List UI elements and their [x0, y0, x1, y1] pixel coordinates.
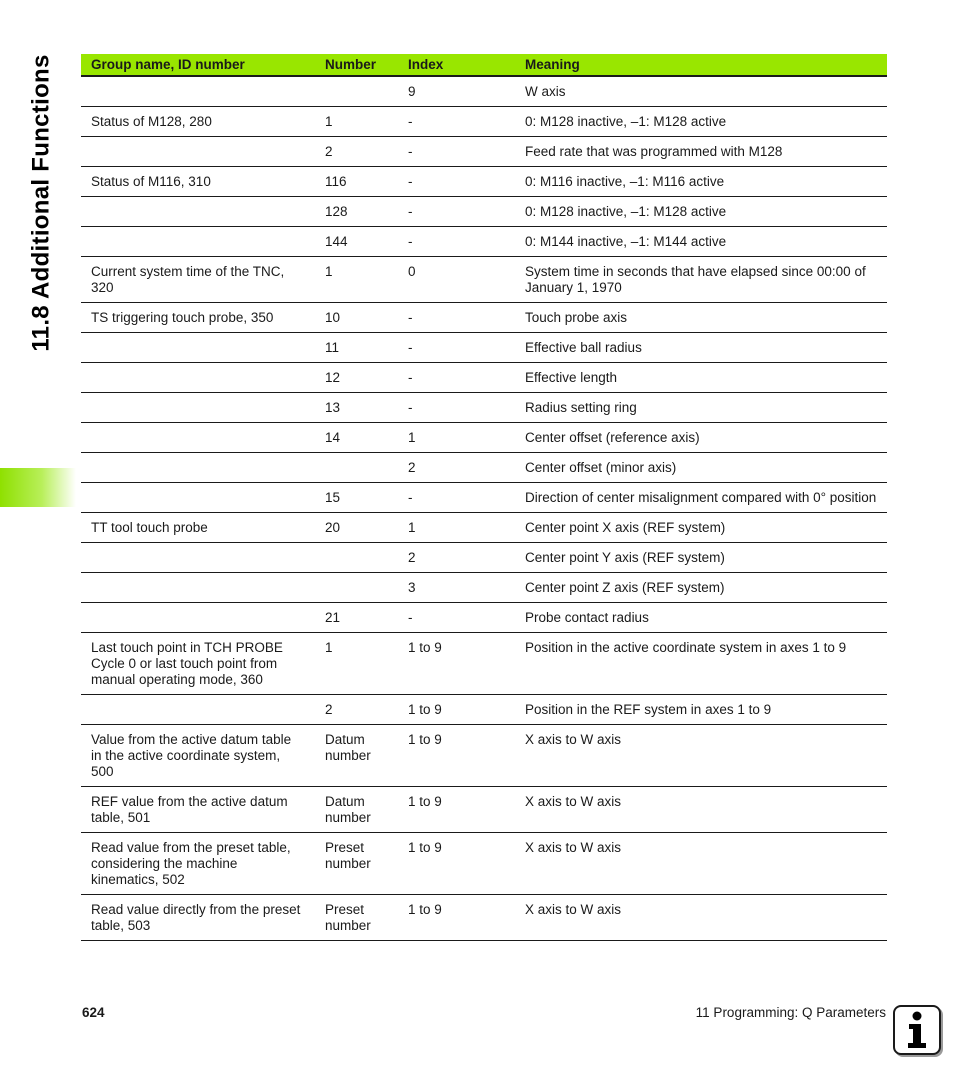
table-row [81, 197, 887, 227]
cell-index: 0 [398, 257, 515, 303]
cell-meaning: Feed rate that was programmed with M128 [515, 137, 887, 167]
cell-meaning: Effective length [515, 363, 887, 393]
cell-group-name [81, 393, 315, 423]
cell-number [315, 453, 398, 483]
cell-number [315, 543, 398, 573]
cell-index: 1 to 9 [398, 787, 515, 833]
cell-index: - [398, 363, 515, 393]
cell-index: 1 [398, 423, 515, 453]
table-row [81, 603, 887, 633]
cell-group-name [81, 573, 315, 603]
cell-group-name [81, 333, 315, 363]
cell-index: - [398, 393, 515, 423]
cell-meaning: Probe contact radius [515, 603, 887, 633]
table-row [81, 483, 887, 513]
cell-number: Preset number [315, 895, 398, 941]
cell-group-name: Read value directly from the preset table, 503 [81, 895, 315, 941]
cell-group-name: Last touch point in TCH PROBE Cycle 0 or last touch point from manual operating mode, 360 [81, 633, 315, 695]
cell-number: 14 [315, 423, 398, 453]
cell-number: 11 [315, 333, 398, 363]
table-row [81, 725, 887, 787]
cell-number [315, 76, 398, 107]
table-row [81, 257, 887, 303]
cell-index: - [398, 483, 515, 513]
table-row [81, 76, 887, 107]
header-meaning: Meaning [515, 54, 887, 76]
cell-index: 1 to 9 [398, 633, 515, 695]
header-index: Index [398, 54, 515, 76]
cell-group-name [81, 603, 315, 633]
cell-meaning: Center offset (minor axis) [515, 453, 887, 483]
table-row [81, 107, 887, 137]
cell-meaning: W axis [515, 76, 887, 107]
footer-chapter-title: 11 Programming: Q Parameters [695, 1005, 886, 1020]
cell-index: - [398, 603, 515, 633]
cell-group-name: TT tool touch probe [81, 513, 315, 543]
cell-number: 20 [315, 513, 398, 543]
table-row [81, 393, 887, 423]
cell-number: 2 [315, 137, 398, 167]
cell-meaning: 0: M128 inactive, –1: M128 active [515, 107, 887, 137]
cell-index: 2 [398, 543, 515, 573]
cell-number: Datum number [315, 725, 398, 787]
cell-group-name [81, 695, 315, 725]
header-number: Number [315, 54, 398, 76]
cell-group-name [81, 197, 315, 227]
cell-number: Preset number [315, 833, 398, 895]
cell-group-name: Status of M116, 310 [81, 167, 315, 197]
cell-number: 2 [315, 695, 398, 725]
table-row [81, 633, 887, 695]
cell-meaning: System time in seconds that have elapsed since 00:00 of January 1, 1970 [515, 257, 887, 303]
cell-number: 1 [315, 633, 398, 695]
cell-index: - [398, 333, 515, 363]
cell-group-name: Current system time of the TNC, 320 [81, 257, 315, 303]
table-row [81, 895, 887, 941]
cell-number: 1 [315, 257, 398, 303]
cell-index: - [398, 227, 515, 257]
cell-meaning: X axis to W axis [515, 725, 887, 787]
table-row [81, 695, 887, 725]
header-group-name: Group name, ID number [81, 54, 315, 76]
cell-index: 1 to 9 [398, 833, 515, 895]
cell-meaning: Center point X axis (REF system) [515, 513, 887, 543]
cell-index: 1 to 9 [398, 895, 515, 941]
cell-meaning: Effective ball radius [515, 333, 887, 363]
table-row [81, 137, 887, 167]
cell-group-name: Value from the active datum table in the active coordinate system, 500 [81, 725, 315, 787]
cell-group-name [81, 363, 315, 393]
table-row [81, 833, 887, 895]
cell-index: 1 to 9 [398, 695, 515, 725]
cell-number [315, 573, 398, 603]
cell-group-name [81, 423, 315, 453]
table-row [81, 227, 887, 257]
cell-index: - [398, 303, 515, 333]
cell-number: 13 [315, 393, 398, 423]
table-row [81, 167, 887, 197]
cell-group-name: REF value from the active datum table, 501 [81, 787, 315, 833]
cell-index: 3 [398, 573, 515, 603]
cell-number: Datum number [315, 787, 398, 833]
cell-group-name: Read value from the preset table, considering the machine kinematics, 502 [81, 833, 315, 895]
cell-group-name [81, 76, 315, 107]
info-icon [893, 1005, 941, 1055]
cell-meaning: X axis to W axis [515, 787, 887, 833]
chapter-tab-marker [0, 468, 76, 507]
cell-group-name: Status of M128, 280 [81, 107, 315, 137]
cell-group-name: TS triggering touch probe, 350 [81, 303, 315, 333]
cell-number: 10 [315, 303, 398, 333]
cell-group-name [81, 483, 315, 513]
cell-number: 144 [315, 227, 398, 257]
cell-number: 15 [315, 483, 398, 513]
cell-meaning: Center point Y axis (REF system) [515, 543, 887, 573]
cell-number: 21 [315, 603, 398, 633]
cell-number: 1 [315, 107, 398, 137]
page-number: 624 [82, 1005, 105, 1020]
cell-meaning: 0: M128 inactive, –1: M128 active [515, 197, 887, 227]
info-glyph [900, 1010, 934, 1050]
cell-index: 1 to 9 [398, 725, 515, 787]
cell-meaning: 0: M144 inactive, –1: M144 active [515, 227, 887, 257]
cell-meaning: Radius setting ring [515, 393, 887, 423]
chapter-side-title [22, 48, 62, 358]
cell-group-name [81, 543, 315, 573]
cell-index: 1 [398, 513, 515, 543]
table-row [81, 303, 887, 333]
table-row [81, 453, 887, 483]
cell-meaning: X axis to W axis [515, 833, 887, 895]
cell-meaning: X axis to W axis [515, 895, 887, 941]
table-row [81, 573, 887, 603]
table-row [81, 423, 887, 453]
table-row [81, 513, 887, 543]
cell-meaning: Direction of center misalignment compared with 0° position [515, 483, 887, 513]
cell-index: - [398, 167, 515, 197]
cell-index: - [398, 137, 515, 167]
cell-group-name [81, 227, 315, 257]
table-row [81, 787, 887, 833]
table-row [81, 363, 887, 393]
table-row [81, 333, 887, 363]
cell-meaning: 0: M116 inactive, –1: M116 active [515, 167, 887, 197]
cell-number: 12 [315, 363, 398, 393]
cell-meaning: Center offset (reference axis) [515, 423, 887, 453]
table-row [81, 543, 887, 573]
cell-meaning: Touch probe axis [515, 303, 887, 333]
cell-meaning: Center point Z axis (REF system) [515, 573, 887, 603]
cell-number: 116 [315, 167, 398, 197]
cell-group-name [81, 453, 315, 483]
cell-group-name [81, 137, 315, 167]
cell-meaning: Position in the active coordinate system in axes 1 to 9 [515, 633, 887, 695]
cell-index: 9 [398, 76, 515, 107]
cell-meaning: Position in the REF system in axes 1 to 9 [515, 695, 887, 725]
table-header-row [81, 54, 887, 76]
cell-number: 128 [315, 197, 398, 227]
chapter-title-text: 11.8 Additional Functions [28, 54, 55, 352]
q-parameter-table [81, 54, 887, 941]
cell-index: 2 [398, 453, 515, 483]
cell-index: - [398, 107, 515, 137]
cell-index: - [398, 197, 515, 227]
